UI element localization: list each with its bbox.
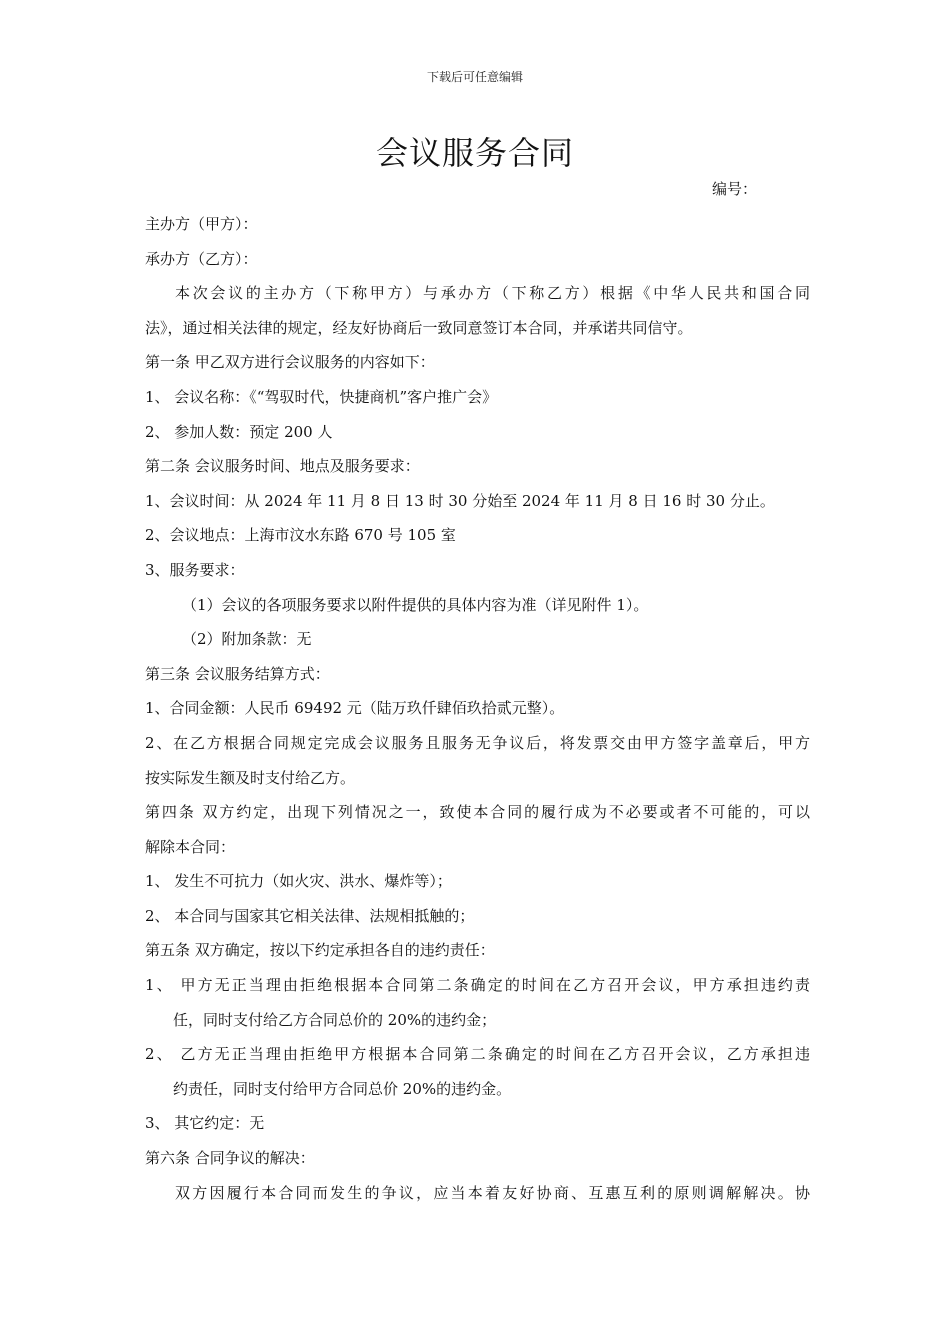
clause-line: 2、 乙方无正当理由拒绝甲方根据本合同第二条确定的时间在乙方召开会议，乙方承担违: [145, 1045, 810, 1064]
party-b-line: 承办方（乙方）：: [145, 249, 258, 268]
contract-number-label: 编号：: [712, 180, 758, 198]
article-heading: 第五条 双方确定，按以下约定承担各自的违约责任：: [145, 941, 495, 960]
clause-line: 约责任，同时支付给甲方合同总价 20%的违约金。: [173, 1079, 512, 1098]
article-heading: 第三条 会议服务结算方式：: [145, 664, 330, 683]
clause-line: 1、会议时间：从 2024 年 11 月 8 日 13 时 30 分始至 2024 年 11 月 8 日 16 时 30 分止。: [145, 491, 775, 510]
sub-clause-line: （2）附加条款：无: [182, 630, 312, 649]
clause-line: 3、 其它约定：无: [145, 1114, 265, 1133]
clause-line: 2、在乙方根据合同规定完成会议服务且服务无争议后，将发票交由甲方签字盖章后，甲方: [145, 733, 810, 752]
article-heading: 第一条 甲乙双方进行会议服务的内容如下：: [145, 353, 435, 372]
page-title: 会议服务合同: [375, 134, 574, 172]
clause-line: 任，同时支付给乙方合同总价的 20%的违约金；: [173, 1010, 497, 1029]
header-note: 下载后可任意编辑: [426, 70, 523, 84]
article-heading: 解除本合同：: [145, 837, 236, 856]
clause-line: 2、 本合同与国家其它相关法律、法规相抵触的；: [145, 906, 475, 925]
article-heading: 第二条 会议服务时间、地点及服务要求：: [145, 457, 420, 476]
clause-line: 按实际发生额及时支付给乙方。: [145, 768, 356, 787]
clause-line: 3、服务要求：: [145, 560, 245, 579]
article-heading: 第四条 双方约定，出现下列情况之一，致使本合同的履行成为不必要或者不可能的，可以: [145, 803, 810, 822]
clause-line: 双方因履行本合同而发生的争议，应当本着友好协商、互惠互利的原则调解解决。协: [175, 1183, 810, 1202]
preamble-line: 法》，通过相关法律的规定，经友好协商后一致同意签订本合同，并承诺共同信守。: [145, 318, 693, 337]
clause-line: 1、 甲方无正当理由拒绝根据本合同第二条确定的时间在乙方召开会议，甲方承担违约责: [145, 976, 810, 995]
clause-line: 1、 发生不可抗力（如火灾、洪水、爆炸等）；: [145, 872, 452, 891]
sub-clause-line: （1）会议的各项服务要求以附件提供的具体内容为准（详见附件 1）。: [182, 595, 649, 614]
article-heading: 第六条 合同争议的解决：: [145, 1149, 315, 1168]
clause-line: 1、合同金额：人民币 69492 元（陆万玖仟肆佰玖拾贰元整）。: [145, 699, 565, 718]
clause-line: 2、会议地点：上海市汶水东路 670 号 105 室: [145, 526, 456, 545]
clause-line: 2、 参加人数：预定 200 人: [145, 422, 333, 441]
preamble-line: 本次会议的主办方（下称甲方）与承办方（下称乙方）根据《中华人民共和国合同: [175, 284, 810, 303]
clause-line: 1、 会议名称：《“驾驭时代，快捷商机”客户推广会》: [145, 387, 498, 406]
contract-body: [145, 207, 810, 1210]
party-a-line: 主办方（甲方）：: [145, 215, 258, 233]
